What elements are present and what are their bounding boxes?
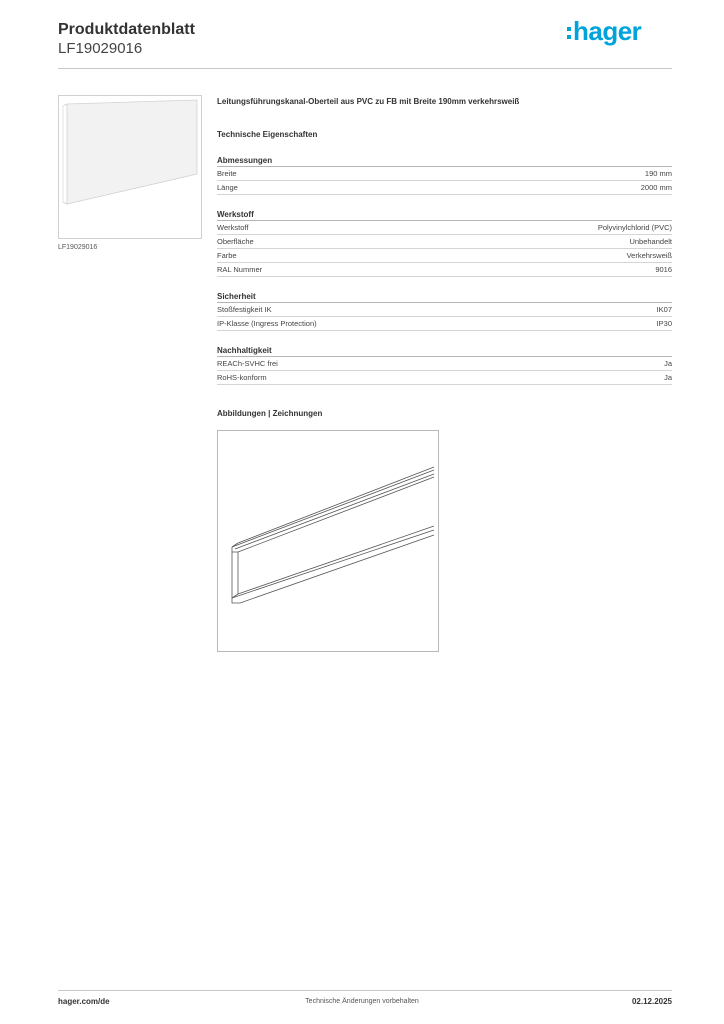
property-label: RoHS-konform	[217, 373, 267, 382]
header-divider	[58, 68, 672, 69]
footer-website[interactable]: hager.com/de	[58, 997, 110, 1006]
section-sicherheit	[217, 291, 672, 331]
property-label: Stoßfestigkeit IK	[217, 305, 272, 314]
property-value: Ja	[664, 373, 672, 382]
property-value: Verkehrsweiß	[626, 251, 672, 260]
property-row	[217, 371, 672, 385]
logo-dots-icon	[567, 27, 571, 39]
section-abmessungen	[217, 155, 672, 195]
property-label: Breite	[217, 169, 237, 178]
property-row	[217, 221, 672, 235]
thumbnail-caption: LF19029016	[58, 244, 98, 251]
product-panel-icon	[59, 96, 201, 238]
property-value: Ja	[664, 359, 672, 368]
section-title: Nachhaltigkeit	[217, 345, 672, 357]
hager-logo	[567, 16, 641, 46]
logo-text: hager	[573, 16, 642, 46]
property-label: Oberfläche	[217, 237, 254, 246]
page-title: Produktdatenblatt	[58, 21, 195, 38]
property-row	[217, 181, 672, 195]
property-row	[217, 235, 672, 249]
section-title: Sicherheit	[217, 291, 672, 303]
product-description: Leitungsführungskanal-Oberteil aus PVC zu FB mit Breite 190mm verkehrsweiß	[217, 97, 520, 106]
property-label: Werkstoff	[217, 223, 249, 232]
property-row	[217, 317, 672, 331]
product-thumbnail	[58, 95, 202, 239]
section-nachhaltigkeit	[217, 345, 672, 385]
property-label: Farbe	[217, 251, 237, 260]
tech-properties-title: Technische Eigenschaften	[217, 130, 318, 139]
footer-date: 02.12.2025	[631, 997, 672, 1006]
section-title: Werkstoff	[217, 209, 672, 221]
property-row	[217, 357, 672, 371]
property-row	[217, 303, 672, 317]
property-value: Unbehandelt	[629, 237, 672, 246]
footer-notice: Technische Änderungen vorbehalten	[305, 998, 419, 1005]
property-label: IP-Klasse (Ingress Protection)	[217, 319, 317, 328]
product-code: LF19029016	[58, 40, 143, 57]
property-value: Polyvinylchlorid (PVC)	[597, 223, 672, 232]
section-title: Abmessungen	[217, 155, 672, 167]
property-value: 9016	[655, 265, 672, 274]
technical-drawing	[217, 430, 439, 652]
property-row	[217, 249, 672, 263]
duct-cover-drawing-icon	[218, 431, 438, 651]
property-value: IP30	[656, 319, 672, 328]
property-label: Länge	[217, 183, 238, 192]
drawings-title: Abbildungen | Zeichnungen	[217, 409, 323, 418]
property-value: IK07	[656, 305, 672, 314]
property-value: 2000 mm	[640, 183, 672, 192]
property-label: RAL Nummer	[217, 265, 263, 274]
property-value: 190 mm	[644, 169, 672, 178]
property-row	[217, 263, 672, 277]
property-row	[217, 167, 672, 181]
section-werkstoff	[217, 209, 672, 277]
footer-divider	[58, 990, 672, 991]
property-label: REACh-SVHC frei	[217, 359, 278, 368]
